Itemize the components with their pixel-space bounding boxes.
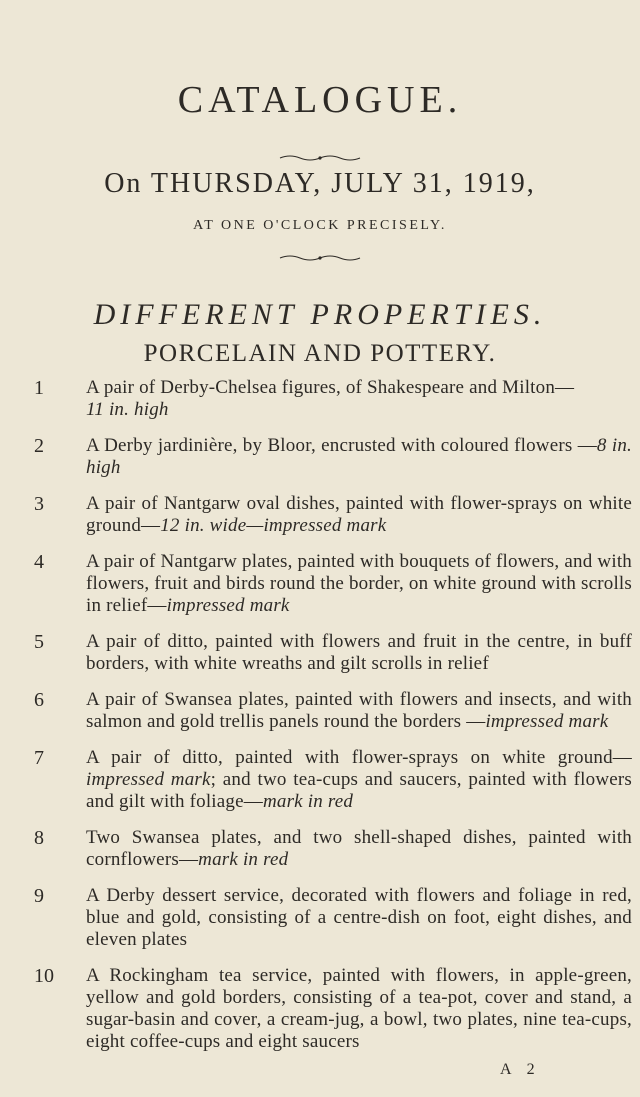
lot-description: A pair of Nantgarw plates, painted with bouquets of flowers, and with flowers, fruit and birds round the border, on white ground with scrolls in relief—impressed mark — [86, 551, 632, 616]
lot-number: 8 — [34, 827, 44, 849]
lot-number: 7 — [34, 747, 44, 769]
section-heading: DIFFERENT PROPERTIES. — [93, 298, 547, 331]
lot-description: A pair of ditto, painted with flower-sprays on white ground—impressed mark; and two tea-cups and saucers, painted with flowers and gilt with foliage—mark in red — [86, 747, 632, 812]
section-subheading: PORCELAIN AND POTTERY. — [143, 340, 497, 367]
ornament-divider-bottom — [0, 250, 640, 268]
lot-number: 6 — [34, 689, 44, 711]
lot-description: A Rockingham tea service, painted with flowers, in apple-green, yellow and gold borders, consisting of a tea-pot, cover and stand, a sugar-basin and cover, a cream-jug, a bowl, two plates, nine tea-cups, eight coffee-cups and eight saucers — [86, 965, 632, 1052]
lot-description: A Derby dessert service, decorated with flowers and foliage in red, blue and gold, consisting of a centre-dish on foot, eight dishes, and eleven plates — [86, 885, 632, 950]
sale-date: On THURSDAY, JULY 31, 1919, — [104, 168, 536, 199]
lot-number: 1 — [34, 377, 44, 399]
lot-number: 4 — [34, 551, 44, 573]
lot-description: A pair of Nantgarw oval dishes, painted with flower-sprays on white ground—12 in. wide—impressed mark — [86, 493, 632, 536]
lot-number: 3 — [34, 493, 44, 515]
catalogue-title: CATALOGUE. — [177, 79, 463, 121]
lot-description: Two Swansea plates, and two shell-shaped dishes, painted with cornflowers—mark in red — [86, 827, 632, 870]
signature-mark: A 2 — [500, 1061, 541, 1078]
lot-description: A pair of Derby-Chelsea figures, of Shakespeare and Milton— 11 in. high — [86, 377, 575, 420]
lot-description: A pair of Swansea plates, painted with flowers and insects, and with salmon and gold trellis panels round the borders —impressed mark — [86, 689, 632, 732]
lot-description: A pair of ditto, painted with flowers and fruit in the centre, in buff borders, with white wreaths and gilt scrolls in relief — [86, 631, 632, 674]
lot-number: 2 — [34, 435, 44, 457]
lot-number: 5 — [34, 631, 44, 653]
lot-number: 10 — [34, 965, 54, 987]
ornament-divider-top — [0, 150, 640, 168]
sale-time: AT ONE O'CLOCK PRECISELY. — [193, 218, 447, 233]
lot-number: 9 — [34, 885, 44, 907]
lot-description: A Derby jardinière, by Bloor, encrusted with coloured flowers —8 in. high — [86, 435, 632, 478]
